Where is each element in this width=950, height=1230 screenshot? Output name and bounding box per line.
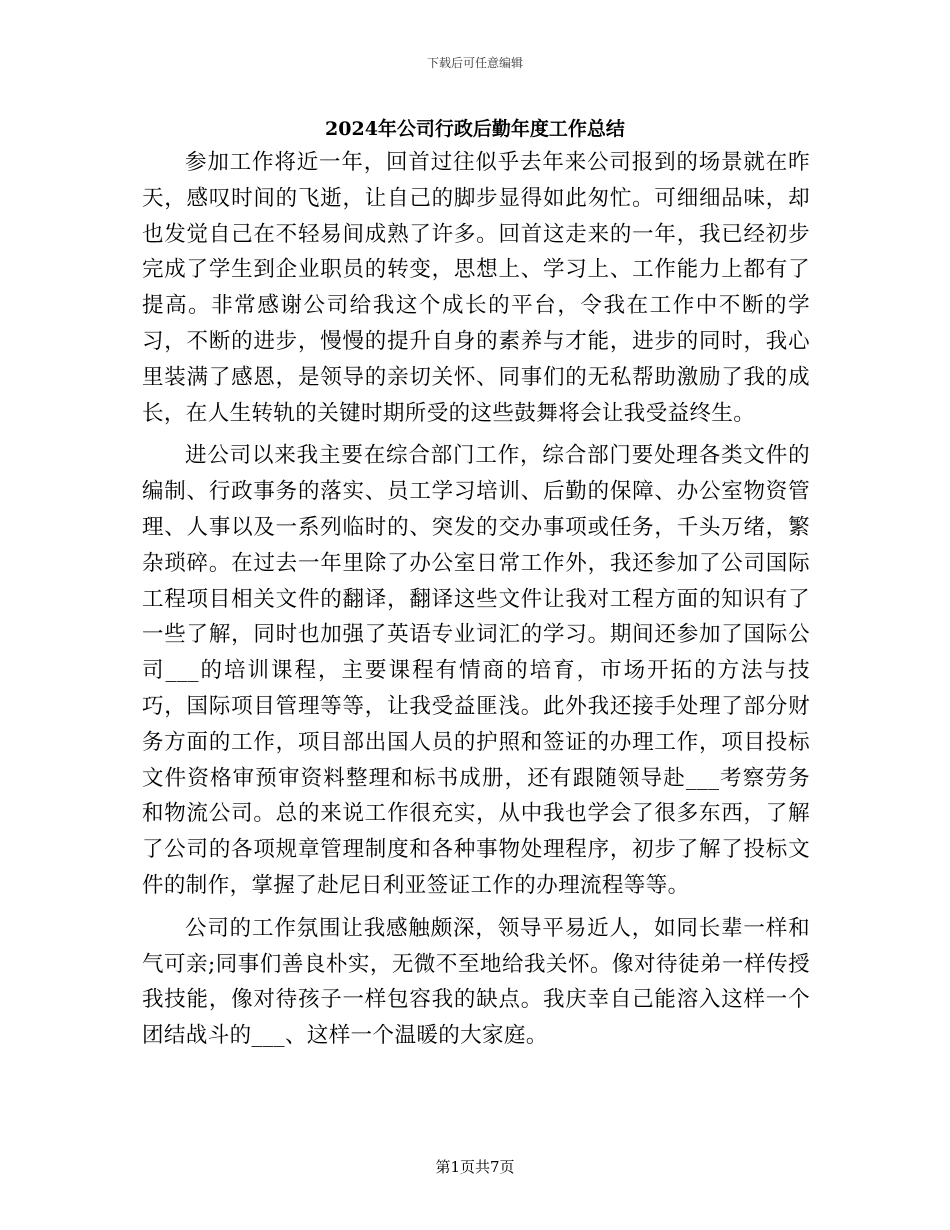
page-footer: [0, 1156, 950, 1177]
download-edit-note: 下载后可任意编辑: [426, 56, 523, 70]
page-number: 第1页共7页: [435, 1158, 515, 1176]
paragraph-2: 进公司以来我主要在综合部门工作，综合部门要处理各类文件的编制、行政事务的落实、员工学习培训、后勤的保障、办公室物资管理、人事以及一系列临时的、突发的交办事项或任务，千头万绪，繁杂琐碎。在过去一年里除了办公室日常工作外，我还参加了公司国际工程项目相关文件的翻译，翻译这些文件让我对工程方面的知识有了一些了解，同时也加强了英语专业词汇的学习。期间还参加了国际公司___的培训课程，主要课程有情商的培育，市场开拓的方法与技巧，国际项目管理等等，让我受益匪浅。此外我还接手处理了部分财务方面的工作，项目部出国人员的护照和签证的办理工作，项目投标文件资格审预审资料整理和标书成册，还有跟随领导赴___考察劳务和物流公司。总的来说工作很充实，从中我也学会了很多东西，了解了公司的各项规章管理制度和各种事物处理程序，初步了解了投标文件的制作，掌握了赴尼日利亚签证工作的办理流程等等。: [142, 443, 810, 898]
paragraph-1: 参加工作将近一年，回首过往似乎去年来公司报到的场景就在昨天，感叹时间的飞逝，让自己的脚步显得如此匆忙。可细细品味，却也发觉自己在不轻易间成熟了许多。回首这走来的一年，我已经初步完成了学生到企业职员的转变，思想上、学习上、工作能力上都有了提高。非常感谢公司给我这个成长的平台，令我在工作中不断的学习，不断的进步，慢慢的提升自身的素养与才能，进步的同时，我心里装满了感恩，是领导的亲切关怀、同事们的无私帮助激励了我的成长，在人生转轨的关键时期所受的这些鼓舞将会让我受益终生。: [142, 150, 810, 426]
document-title: 2024年公司行政后勤年度工作总结: [325, 118, 625, 140]
document-body: [142, 145, 810, 1054]
paragraph-3: 公司的工作氛围让我感触颇深，领导平易近人，如同长辈一样和气可亲;同事们善良朴实，无微不至地给我关怀。像对待徒弟一样传授我技能，像对待孩子一样包容我的缺点。我庆幸自己能溶入这样一个团结战斗的___、这样一个温暖的大家庭。: [142, 915, 810, 1049]
